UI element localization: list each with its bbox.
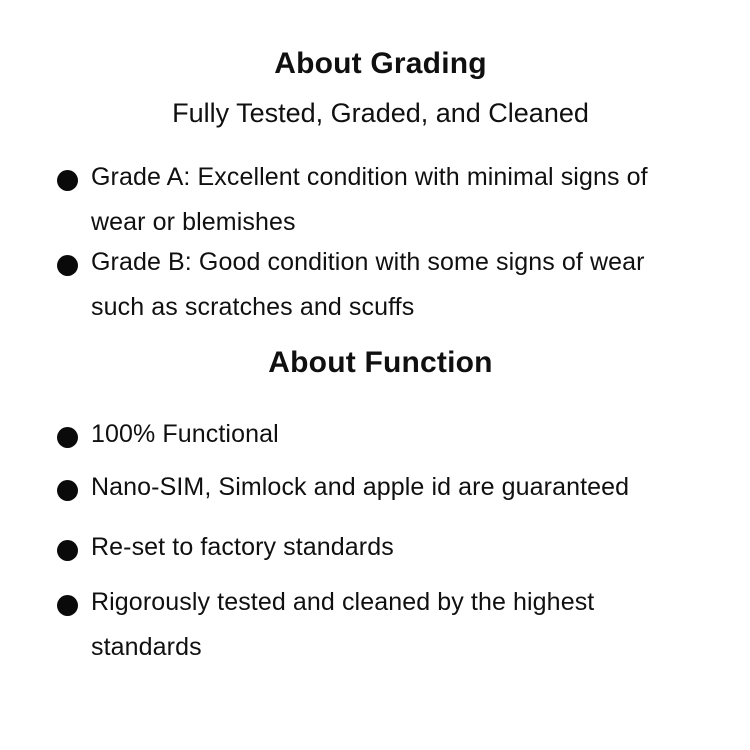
- bullet-line: standards: [91, 633, 202, 661]
- grading-subtitle: Fully Tested, Graded, and Cleaned: [172, 98, 589, 128]
- bullet-icon: [57, 540, 78, 561]
- bullet-item-functional: [57, 412, 750, 457]
- bullet-text: [91, 525, 750, 570]
- bullet-icon: [57, 427, 78, 448]
- bullet-line: such as scratches and scuffs: [91, 293, 415, 321]
- bullet-text: [91, 580, 750, 670]
- bullet-text: [91, 240, 750, 330]
- bullet-item-factory-reset: [57, 525, 750, 570]
- bullet-icon: [57, 595, 78, 616]
- bullet-item-tested-cleaned: [57, 580, 750, 670]
- bullet-line: Re-set to factory standards: [91, 533, 394, 561]
- bullet-icon: [57, 255, 78, 276]
- bullet-line: Nano-SIM, Simlock and apple id are guaranteed: [91, 473, 630, 501]
- bullet-item-grade-b: [57, 240, 750, 330]
- bullet-icon: [57, 170, 78, 191]
- bullet-item-grade-a: [57, 155, 750, 245]
- bullet-icon: [57, 480, 78, 501]
- bullet-line: 100% Functional: [91, 420, 279, 448]
- bullet-text: [91, 412, 750, 457]
- bullet-text: [91, 155, 750, 245]
- bullet-line: Grade B: Good condition with some signs of wear: [91, 248, 645, 276]
- bullet-line: Grade A: Excellent condition with minimal signs of: [91, 163, 648, 191]
- bullet-item-sim-guarantee: [57, 465, 750, 510]
- bullet-line: Rigorously tested and cleaned by the highest: [91, 588, 595, 616]
- bullet-text: [91, 465, 750, 510]
- bullet-line: wear or blemishes: [91, 208, 296, 236]
- function-section-title: About Function: [268, 346, 493, 379]
- grading-section-title: About Grading: [274, 47, 487, 80]
